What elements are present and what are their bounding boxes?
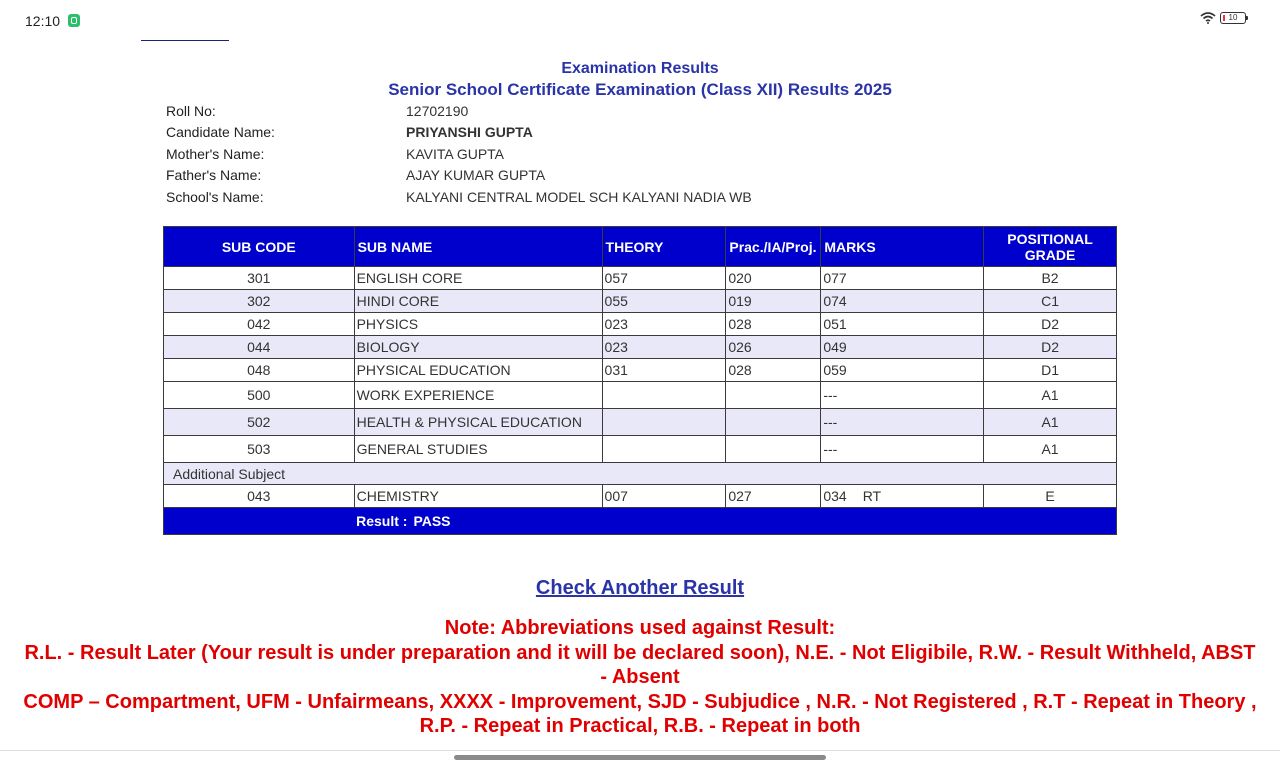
cell-theory: 055 [602,290,726,313]
status-icons [1200,12,1246,24]
cell-practical [726,436,821,463]
page-title: Examination Results [561,60,719,77]
cell-grade: E [984,485,1117,508]
table-header-row [164,227,1117,267]
info-label: Roll No: [166,103,216,119]
cell-marks: 077 [821,267,984,290]
cell-practical: 019 [726,290,821,313]
additional-subject-row [164,463,1117,485]
table-row [164,409,1117,436]
note-heading: Note: Abbreviations used against Result: [444,617,836,639]
cell-grade: A1 [984,382,1117,409]
cell-sub-code: 302 [164,290,355,313]
cell-theory: 057 [602,267,726,290]
col-marks: MARKS [821,227,984,267]
result-spacer [164,508,355,535]
page-subtitle: Senior School Certificate Examination (Class XII) Results 2025 [388,80,892,99]
table-row [164,267,1117,290]
cell-sub-code: 043 [164,485,355,508]
table-row [164,336,1117,359]
nav-divider [0,750,1280,751]
cell-theory: 023 [602,313,726,336]
cell-theory [602,436,726,463]
note-line-1: R.L. - Result Later (Your result is under preparation and it will be declared soon), N.E. - Not Eligibile, R.W. - Result Withheld, ABST - Absent [24,641,1256,688]
col-sub-name: SUB NAME [354,227,602,267]
cell-sub-code: 042 [164,313,355,336]
cell-sub-code: 048 [164,359,355,382]
additional-subject-label: Additional Subject [164,463,1117,485]
cell-grade: D2 [984,313,1117,336]
battery-icon: 10 [1220,12,1246,24]
col-practical: Prac./IA/Proj. [726,227,821,267]
cell-sub-name: PHYSICAL EDUCATION [354,359,602,382]
cell-grade: D1 [984,359,1117,382]
cell-practical: 027 [726,485,821,508]
marks-note: RT [862,488,882,504]
info-value: PRIYANSHI GUPTA [406,124,533,141]
cell-marks: 049 [821,336,984,359]
cell-theory: 007 [602,485,726,508]
table-row [164,290,1117,313]
cell-sub-code: 503 [164,436,355,463]
info-label: Father's Name: [166,167,262,184]
status-time: 12:10 [25,13,61,29]
result-label: Result : [356,513,408,529]
app-notification-icon [68,14,80,27]
cell-marks: 074 [821,290,984,313]
info-value: 12702190 [406,103,469,119]
cell-sub-code: 044 [164,336,355,359]
cell-grade: A1 [984,409,1117,436]
cell-marks [821,485,984,508]
cell-theory [602,409,726,436]
cell-marks: --- [821,409,984,436]
col-grade-line1: POSITIONAL [1007,230,1093,247]
cell-sub-name: PHYSICS [354,313,602,336]
info-label: Mother's Name: [166,145,265,162]
results-table [163,226,1117,535]
cell-sub-name: ENGLISH CORE [354,267,602,290]
table-row [164,313,1117,336]
cell-practical [726,382,821,409]
cell-sub-name: CHEMISTRY [354,485,602,508]
col-grade [984,227,1117,267]
info-value: AJAY KUMAR GUPTA [406,167,546,184]
info-label: Candidate Name: [166,124,275,141]
cell-marks: 051 [821,313,984,336]
result-cell [354,508,1116,535]
col-sub-code: SUB CODE [164,227,355,267]
table-row [164,436,1117,463]
cell-marks: 059 [821,359,984,382]
info-value: KALYANI CENTRAL MODEL SCH KALYANI NADIA WB [406,188,752,205]
cell-sub-code: 301 [164,267,355,290]
wifi-icon [1200,12,1216,24]
cell-sub-name: BIOLOGY [354,336,602,359]
info-value: KAVITA GUPTA [406,145,505,162]
cell-theory [602,382,726,409]
cell-sub-name: WORK EXPERIENCE [354,382,602,409]
cell-theory: 023 [602,336,726,359]
cell-practical [726,409,821,436]
cell-sub-code: 502 [164,409,355,436]
marks-value: 034 [823,488,847,504]
info-label: School's Name: [166,188,264,205]
cell-marks: --- [821,382,984,409]
note-line-2: COMP – Compartment, UFM - Unfairmeans, XXXX - Improvement, SJD - Subjudice , N.R. - Not Registered , R.T - Repeat in Theory , R.P. - Repeat in Practical, R.B. - Repeat in both [23,690,1257,737]
cell-practical: 020 [726,267,821,290]
result-row [164,508,1117,535]
cell-theory: 031 [602,359,726,382]
cell-sub-code: 500 [164,382,355,409]
cropped-header-fragment [141,40,229,43]
cell-sub-name: GENERAL STUDIES [354,436,602,463]
cell-grade: B2 [984,267,1117,290]
result-value: PASS [413,513,451,529]
cell-practical: 028 [726,359,821,382]
col-grade-line2: GRADE [1024,246,1076,263]
abbreviations-note [20,616,1260,739]
cell-grade: A1 [984,436,1117,463]
cell-sub-name: HINDI CORE [354,290,602,313]
cell-practical: 028 [726,313,821,336]
cell-practical: 026 [726,336,821,359]
cell-grade: C1 [984,290,1117,313]
status-bar [0,0,1280,40]
check-another-result-link[interactable]: Check Another Result [535,577,745,599]
col-theory: THEORY [602,227,726,267]
home-indicator[interactable] [454,755,826,760]
page-header [0,58,1280,100]
cell-sub-name: HEALTH & PHYSICAL EDUCATION [354,409,602,436]
cell-grade: D2 [984,336,1117,359]
cell-marks: --- [821,436,984,463]
table-row [164,359,1117,382]
table-row [164,382,1117,409]
table-row [164,485,1117,508]
